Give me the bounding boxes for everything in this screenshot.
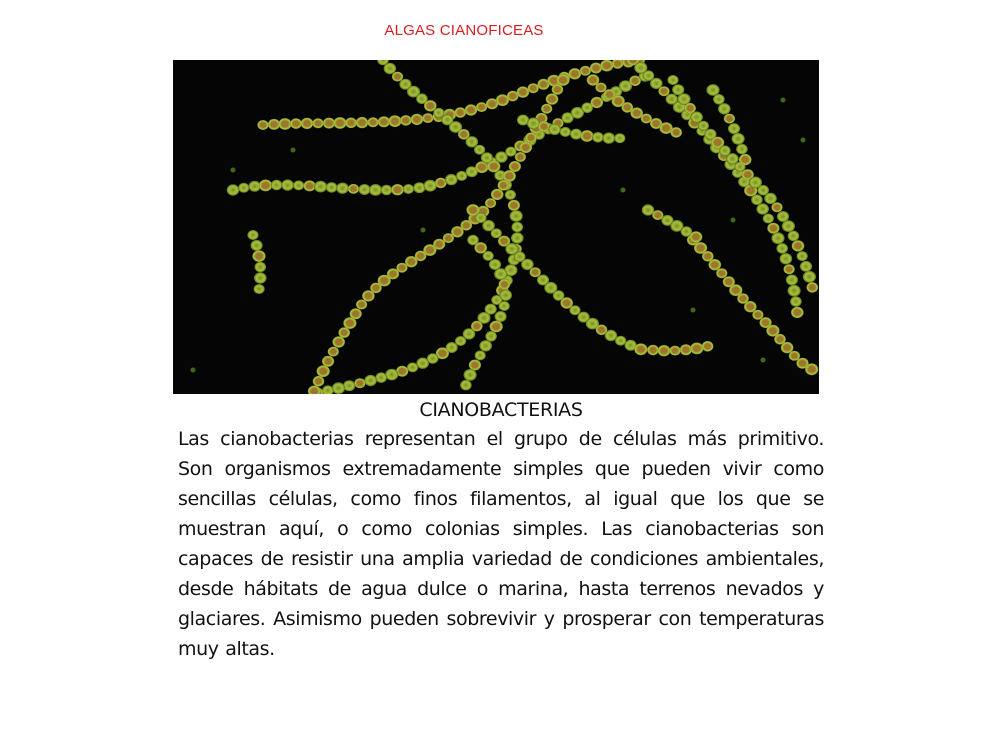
cell <box>326 182 338 193</box>
cell <box>336 183 349 194</box>
cell <box>614 133 625 143</box>
cell <box>786 274 798 285</box>
cell <box>367 117 378 127</box>
cell <box>338 327 350 338</box>
cell <box>790 296 802 307</box>
cell <box>416 358 429 369</box>
cell <box>634 343 647 355</box>
cell <box>530 267 541 277</box>
cell <box>580 66 591 76</box>
cell <box>603 132 616 143</box>
cell <box>782 220 795 232</box>
speck <box>761 358 766 363</box>
cell <box>771 202 782 212</box>
cell <box>301 118 314 129</box>
article <box>178 396 824 664</box>
speck <box>621 188 626 193</box>
cell <box>455 107 467 118</box>
cell <box>475 350 486 360</box>
cell <box>257 120 268 130</box>
cell <box>348 184 359 194</box>
cell <box>647 345 659 356</box>
cell <box>556 74 569 86</box>
cell <box>756 203 769 214</box>
cell <box>445 174 458 185</box>
micrograph-canvas <box>173 60 819 394</box>
cell <box>791 307 804 318</box>
cell <box>281 179 294 190</box>
cell <box>381 185 393 196</box>
cell <box>728 123 740 134</box>
cell <box>422 113 433 123</box>
cell <box>570 129 582 140</box>
speck <box>231 168 236 173</box>
cell <box>702 341 714 352</box>
cell <box>706 84 719 96</box>
cell <box>271 180 283 191</box>
cell <box>252 250 265 262</box>
cell <box>718 103 731 114</box>
cell <box>238 183 249 193</box>
cell <box>227 184 240 195</box>
cell <box>499 290 512 301</box>
cell <box>512 222 524 233</box>
cell <box>362 290 375 301</box>
cell <box>343 380 355 391</box>
cell <box>641 114 652 124</box>
cell <box>333 117 346 129</box>
cell <box>323 118 335 129</box>
cell <box>538 121 550 132</box>
cell <box>807 282 819 293</box>
cell <box>378 116 390 127</box>
cell <box>499 301 510 311</box>
cell <box>411 114 424 125</box>
cell <box>690 111 703 122</box>
cell <box>332 336 345 347</box>
cell <box>247 230 258 240</box>
cell <box>764 193 777 204</box>
cell <box>435 178 447 189</box>
cell <box>407 362 418 372</box>
cell <box>724 114 735 124</box>
cell <box>465 104 478 115</box>
cell <box>456 171 467 181</box>
cell <box>322 356 334 367</box>
cell <box>476 102 487 112</box>
cell <box>317 365 330 377</box>
cell <box>788 285 801 297</box>
cyanobacteria-micrograph <box>173 60 819 394</box>
cell <box>780 253 793 264</box>
cell <box>560 127 571 137</box>
cell <box>690 231 703 242</box>
cell <box>290 118 302 129</box>
cell <box>358 184 370 195</box>
cell <box>259 180 272 192</box>
cell <box>670 127 682 138</box>
cell <box>356 117 369 128</box>
cell <box>548 124 561 135</box>
cell <box>469 360 481 371</box>
cell <box>776 243 788 254</box>
cell <box>736 144 748 155</box>
cell <box>255 262 267 273</box>
cell <box>384 63 397 74</box>
cell <box>600 60 613 72</box>
cell <box>525 132 537 143</box>
cell <box>590 63 602 74</box>
cell <box>332 382 345 394</box>
cell <box>592 132 604 143</box>
cell <box>797 251 808 261</box>
cell <box>498 180 510 191</box>
cell <box>293 180 304 190</box>
cell <box>709 259 722 270</box>
cell <box>510 210 523 222</box>
cell <box>784 264 795 274</box>
speck <box>731 218 736 223</box>
speck <box>781 98 786 103</box>
cell <box>511 232 524 243</box>
cell <box>669 346 680 356</box>
cell <box>517 86 530 97</box>
speck <box>421 228 426 233</box>
cell <box>388 115 401 127</box>
cell <box>278 118 291 130</box>
cell <box>690 343 703 355</box>
cell <box>400 115 412 126</box>
cell <box>304 180 316 191</box>
page-title: ALGAS CIANOFICEAS <box>384 22 544 39</box>
cell <box>391 184 404 195</box>
cell <box>495 311 507 322</box>
article-body: Las cianobacterias representan el grupo de células más primitivo. Son organismos extremadamente simples que pueden vivir como sencillas células, como finos filamentos, al igual que los que se muestran aquí, o como colonias simples. Las cianobacterias son capaces de resistir una amplia variedad de condiciones ambientales, desde hábitats de agua dulce o marina, hasta terrenos nevados y glaciares. Asimismo pueden sobrevivir y prosperar con temperaturas muy altas. <box>178 428 824 660</box>
cell <box>792 240 805 251</box>
speck <box>801 138 806 143</box>
cell <box>569 68 582 79</box>
cell <box>312 118 323 128</box>
cell <box>803 271 816 283</box>
cell <box>763 214 774 224</box>
cell <box>485 198 496 208</box>
cell <box>505 190 516 200</box>
cell <box>464 369 477 381</box>
cell <box>527 118 540 130</box>
cell <box>713 94 725 105</box>
cell <box>375 372 387 383</box>
cell <box>615 336 626 346</box>
cell <box>732 133 745 145</box>
speck <box>191 368 196 373</box>
cell <box>658 86 669 96</box>
cell <box>658 345 671 356</box>
cell <box>491 189 504 200</box>
cell <box>552 84 564 95</box>
cell <box>528 83 539 93</box>
cell <box>499 279 511 290</box>
cell <box>667 75 678 85</box>
cell <box>503 170 516 182</box>
cell <box>800 261 812 272</box>
cell <box>343 317 356 329</box>
cell <box>744 301 757 312</box>
speck <box>291 148 296 153</box>
cell <box>490 321 503 333</box>
cell <box>313 376 325 387</box>
cell <box>788 231 800 242</box>
cell <box>580 130 593 142</box>
cell <box>413 182 425 193</box>
cell <box>680 344 692 355</box>
cell <box>254 284 265 294</box>
cell <box>249 181 261 192</box>
cell <box>767 223 779 234</box>
speck <box>691 308 696 313</box>
cell <box>751 194 763 205</box>
cell <box>805 363 818 375</box>
cell <box>483 251 494 261</box>
cell <box>424 180 437 192</box>
cell <box>328 347 339 357</box>
cell <box>460 380 472 391</box>
cell <box>739 154 752 165</box>
cell <box>698 121 709 131</box>
cell <box>716 268 727 278</box>
cell <box>494 268 507 280</box>
cell <box>314 181 327 193</box>
cell <box>474 145 485 155</box>
cell <box>254 272 267 283</box>
cell <box>385 369 398 381</box>
cell <box>369 184 382 196</box>
cell <box>268 119 280 130</box>
cell <box>356 300 367 310</box>
cell <box>515 152 526 162</box>
cell <box>541 104 552 114</box>
cell <box>520 142 533 153</box>
cell <box>546 93 559 104</box>
article-heading: CIANOBACTERIAS <box>419 399 583 421</box>
cell <box>345 118 357 129</box>
cell <box>771 232 784 244</box>
cell <box>364 375 377 386</box>
cell <box>479 340 492 351</box>
cell <box>354 378 365 388</box>
cell <box>491 228 502 238</box>
cell <box>485 331 497 342</box>
cell <box>508 200 520 211</box>
cell <box>403 184 414 194</box>
cell <box>251 240 263 251</box>
